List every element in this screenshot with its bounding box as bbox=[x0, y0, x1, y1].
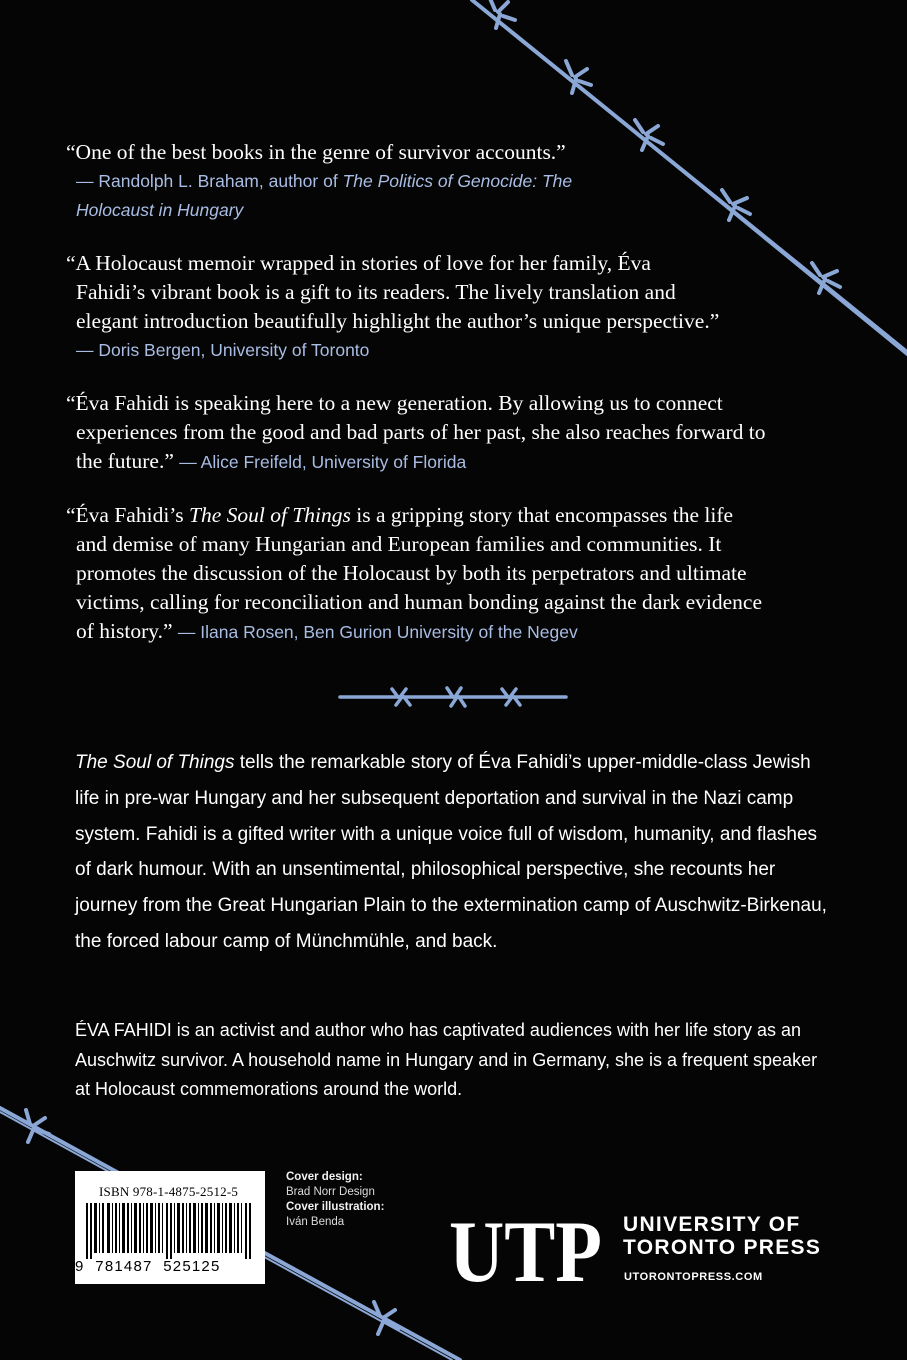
review-quotes bbox=[66, 138, 856, 671]
quote-attribution: — Alice Freifeld, University of Florida bbox=[179, 452, 467, 472]
cover-design-name: Brad Norr Design bbox=[286, 1186, 375, 1198]
quote-text: “One of the best books in the genre of survivor accounts.” bbox=[66, 140, 566, 164]
barcode-icon bbox=[86, 1203, 254, 1259]
cover-credits bbox=[286, 1170, 384, 1230]
publisher-name bbox=[623, 1213, 821, 1259]
quote-text: “Éva Fahidi is speaking here to a new generation. By allowing us to connect bbox=[66, 391, 723, 415]
quote-text: the future.” bbox=[76, 449, 174, 473]
quote-text: elegant introduction beautifully highlight the author’s unique perspective.” bbox=[76, 309, 720, 333]
book-title: The Soul of Things bbox=[75, 752, 235, 773]
quote-text: promotes the discussion of the Holocaust by both its perpetrators and ultimate bbox=[76, 561, 747, 585]
utp-logo-text: UTP bbox=[449, 1204, 602, 1301]
quote-attribution: — Doris Bergen, University of Toronto bbox=[76, 340, 370, 360]
quote-text: experiences from the good and bad parts of her past, she also reaches forward to bbox=[76, 420, 766, 444]
utp-logo bbox=[449, 1204, 604, 1301]
quote-braham bbox=[66, 138, 856, 225]
publisher-name-line1: UNIVERSITY OF bbox=[623, 1213, 801, 1236]
isbn-text: ISBN 978-1-4875-2512-5 bbox=[99, 1184, 239, 1199]
quote-text: victims, calling for reconciliation and human bonding against the dark evidence bbox=[76, 590, 762, 614]
quote-bergen bbox=[66, 249, 856, 365]
isbn-barcode bbox=[75, 1171, 265, 1284]
quote-text: Fahidi’s vibrant book is a gift to its readers. The lively translation and bbox=[76, 280, 676, 304]
quote-text: “A Holocaust memoir wrapped in stories of love for her family, Éva bbox=[66, 251, 651, 275]
quote-attribution: — Randolph L. Braham, author of The Politics of Genocide: The Holocaust in Hungary bbox=[76, 171, 573, 220]
author-bio: ÉVA FAHIDI is an activist and author who has captivated audiences with her life story as an Auschwitz survivor. A household name in Hungary and in Germany, she is a frequent speaker at Holocaust commemorations around the world. bbox=[75, 1020, 818, 1099]
quote-text: of history.” bbox=[76, 619, 173, 643]
cover-illustration-name: Iván Benda bbox=[286, 1216, 345, 1228]
publisher-url: UTORONTOPRESS.COM bbox=[624, 1271, 763, 1283]
cover-design-label: Cover design: bbox=[286, 1171, 363, 1183]
publisher-name-line2: TORONTO PRESS bbox=[623, 1236, 822, 1259]
book-title: The Soul of Things bbox=[189, 503, 351, 527]
barbed-wire-divider-icon bbox=[338, 682, 568, 712]
quote-text: and demise of many Hungarian and European families and communities. It bbox=[76, 532, 722, 556]
quote-attribution: — Ilana Rosen, Ben Gurion University of the Negev bbox=[177, 622, 578, 642]
quote-freifeld bbox=[66, 389, 856, 477]
barcode-digits: 9 781487 525125 bbox=[75, 1258, 221, 1275]
cover-illustration-label: Cover illustration: bbox=[286, 1201, 385, 1213]
quote-rosen bbox=[66, 501, 856, 647]
quote-text: “Éva Fahidi’s The Soul of Things is a gripping story that encompasses the life bbox=[66, 503, 734, 527]
book-description: The Soul of Things tells the remarkable story of Éva Fahidi’s upper-middle-class Jewish life in pre-war Hungary and her subsequent deportation and survival in the Nazi camp system. Fahidi is a gifted writer with a unique voice full of wisdom, humanity, and flashes of dark humour. With an unsentimental, philosophical perspective, she recounts her journey from the Great Hungarian Plain to the extermination camp of Auschwitz-Birkenau, the forced labour camp of Münchmühle, and back. bbox=[75, 752, 827, 952]
